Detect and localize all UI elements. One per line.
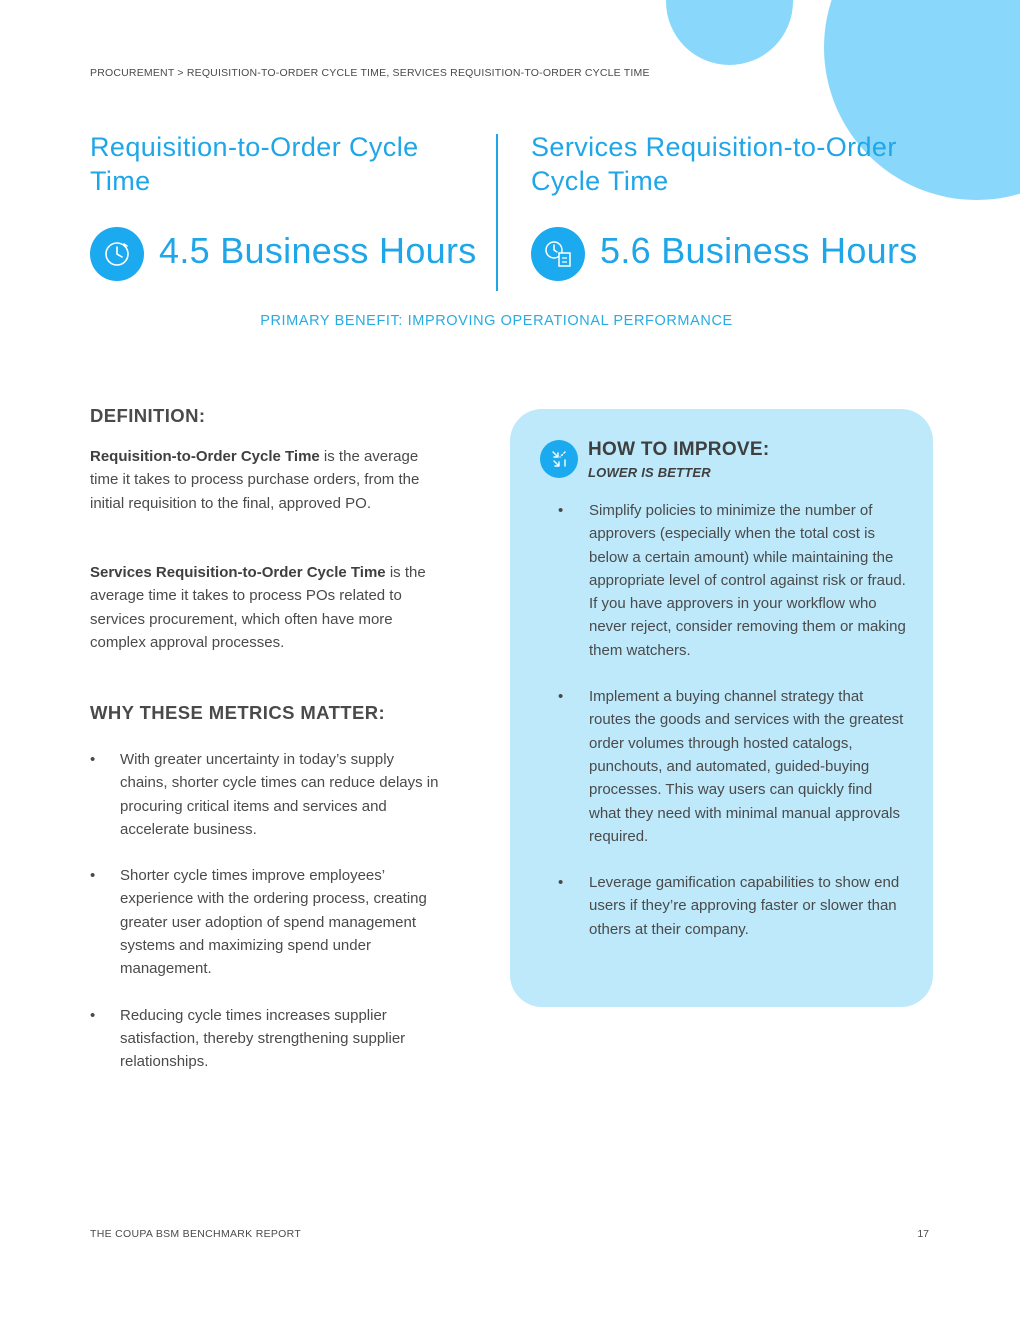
footer-page-number: 17 [917, 1228, 929, 1240]
how-to-improve-heading: HOW TO IMPROVE: [588, 439, 770, 460]
list-item: • Shorter cycle times improve employees’ experience with the ordering process, creating greater user adoption of spend management systems and maximizing spend under management. [90, 864, 440, 980]
arrows-down-icon [540, 440, 578, 478]
clock-document-icon [531, 227, 585, 281]
metric-title-requisition: Requisition-to-Order Cycle Time [90, 132, 419, 196]
list-item: • Leverage gamification capabilities to show end users if they’re approving faster or slower than others at their company. [558, 871, 908, 941]
definition-term: Services Requisition-to-Order Cycle Time [90, 564, 386, 581]
clock-icon [90, 227, 144, 281]
metric-value-requisition: 4.5 Business Hours [159, 230, 477, 271]
metric-title-services: Services Requisition-to-Order Cycle Time [531, 132, 897, 196]
list-item: • With greater uncertainty in today’s supply chains, shorter cycle times can reduce delays in procuring critical items and services and accelerate business. [90, 748, 440, 841]
definition-text: is the average time it takes to process purchase orders, from the initial requisition to the final, approved PO. [90, 448, 420, 512]
why-metrics-list [90, 748, 440, 1097]
definition-paragraph [90, 445, 440, 515]
how-to-improve-subheading: LOWER IS BETTER [588, 465, 711, 480]
list-item: • Implement a buying channel strategy that routes the goods and services with the greatest order volumes through hosted catalogs, punchouts, and automated, guided-buying processes. This way users can quickly find what they need with minimal manual approvals required. [558, 685, 908, 848]
list-item: • Simplify policies to minimize the number of approvers (especially when the total cost is below a certain amount) while maintaining the appropriate level of control against risk or fraud. If you have approvers in your workflow who never reject, consider removing them or making them watchers. [558, 499, 908, 662]
definition-text: is the average time it takes to process POs related to services procurement, which often have more complex approval processes. [90, 564, 426, 651]
definition-paragraph [90, 561, 440, 654]
decorative-circle-small [666, 0, 793, 65]
footer-report-name: THE COUPA BSM BENCHMARK REPORT [90, 1228, 302, 1240]
metric-divider [496, 134, 498, 291]
definition-term: Requisition-to-Order Cycle Time [90, 448, 320, 465]
why-metrics-heading: WHY THESE METRICS MATTER: [90, 702, 386, 723]
breadcrumb: PROCUREMENT > REQUISITION-TO-ORDER CYCLE TIME, SERVICES REQUISITION-TO-ORDER CYCLE TIME [90, 67, 650, 79]
how-to-improve-list [558, 499, 908, 964]
primary-benefit: PRIMARY BENEFIT: IMPROVING OPERATIONAL PERFORMANCE [260, 313, 733, 329]
metric-value-services: 5.6 Business Hours [600, 230, 918, 271]
definition-heading: DEFINITION: [90, 405, 206, 426]
list-item: • Reducing cycle times increases supplier satisfaction, thereby strengthening supplier relationships. [90, 1004, 440, 1074]
